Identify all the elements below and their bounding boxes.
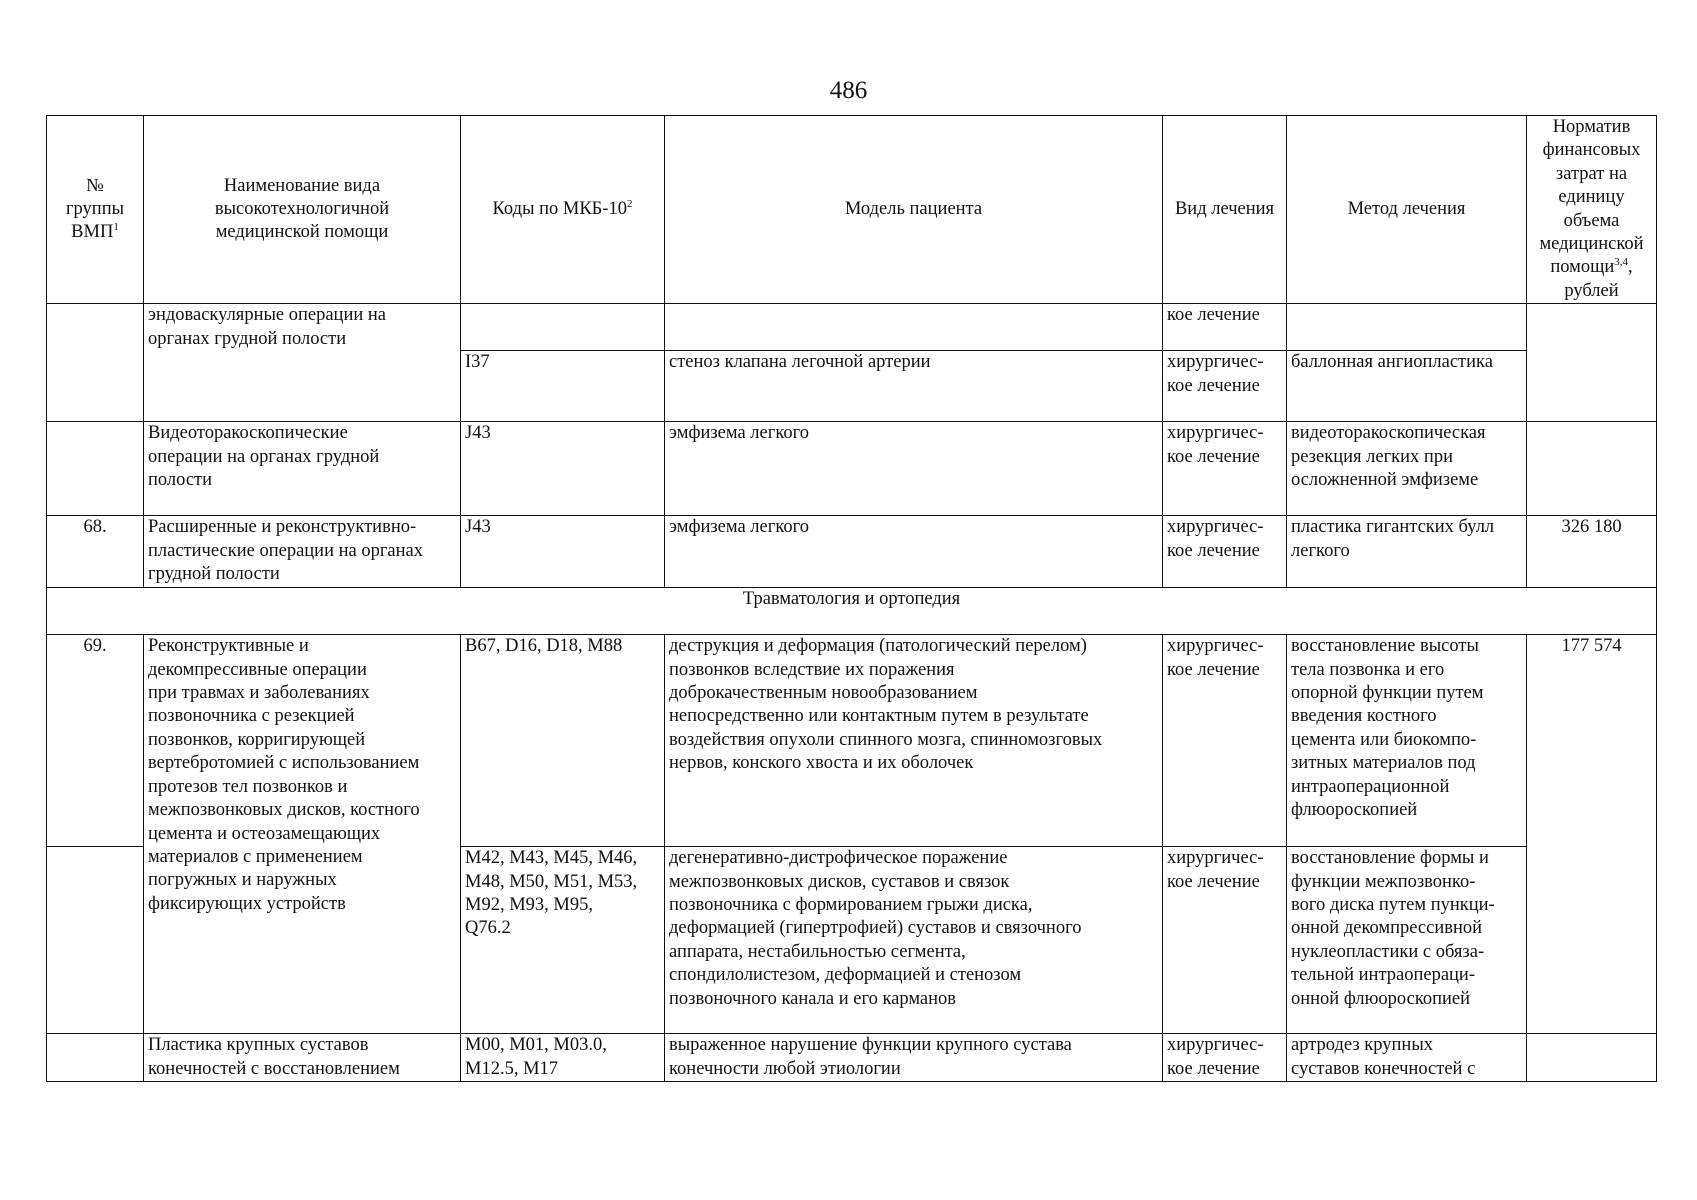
model-cell: деструкция и деформация (патологический перелом) позвонков вследствие их поражения доброкачественным новообразованием непосредственно или контактным путем в результате воздействия опухоли спинного мозга, спинномозговых нервов, конского хвоста и их оболочек bbox=[665, 635, 1163, 847]
codes-cell: M00, M01, M03.0, M12.5, M17 bbox=[461, 1034, 665, 1082]
name-cell: Видеоторакоскопические операции на органах грудной полости bbox=[144, 422, 461, 516]
codes-cell bbox=[461, 304, 665, 351]
header-norm: Норматив финансовых затрат на единицу объема медицинской помощи$^{3,4}$, рублей bbox=[1527, 116, 1657, 304]
model-cell: стеноз клапана легочной артерии bbox=[665, 351, 1163, 422]
model-cell: выраженное нарушение функции крупного сустава конечности любой этиологии bbox=[665, 1034, 1163, 1082]
header-treatment-type: Вид лечения bbox=[1163, 116, 1287, 304]
method-cell: баллонная ангиопластика bbox=[1287, 351, 1527, 422]
codes-cell: B67, D16, D18, M88 bbox=[461, 635, 665, 847]
name-cell: Расширенные и реконструктивно- пластические операции на органах грудной полости bbox=[144, 516, 461, 588]
vmp-table bbox=[46, 115, 1657, 1082]
name-cell: Реконструктивные и декомпрессивные операции при травмах и заболеваниях позвоночника с резекцией позвонков, корригирующей вертебротомией с использованием протезов тел позвонков и межпозвонковых дисков, костного цемента и остеозамещающих материалов с применением погружных и наружных фиксирующих устройств bbox=[144, 635, 461, 1034]
method-cell: видеоторакоскопическая резекция легких при осложненной эмфиземе bbox=[1287, 422, 1527, 516]
table-row bbox=[47, 635, 1657, 847]
section-row bbox=[47, 588, 1657, 635]
group-cell: 68. bbox=[47, 516, 144, 588]
norm-cell bbox=[1527, 1034, 1657, 1082]
header-codes: Коды по МКБ-$10^2$ bbox=[461, 116, 665, 304]
norm-cell: 177 574 bbox=[1527, 635, 1657, 1034]
table-row bbox=[47, 304, 1657, 351]
treatment-type-cell: хирургичес- кое лечение bbox=[1163, 1034, 1287, 1082]
method-cell: восстановление высоты тела позвонка и его опорной функции путем введения костного цемента или биокомпо- зитных материалов под интраоперационной флюороскопией bbox=[1287, 635, 1527, 847]
treatment-type-cell: кое лечение bbox=[1163, 304, 1287, 351]
header-model: Модель пациента bbox=[665, 116, 1163, 304]
name-cell: эндоваскулярные операции на органах грудной полости bbox=[144, 304, 461, 422]
codes-cell: M42, M43, M45, M46, M48, M50, M51, M53, M92, M93, M95, Q76.2 bbox=[461, 847, 665, 1034]
table-row bbox=[47, 516, 1657, 588]
header-method: Метод лечения bbox=[1287, 116, 1527, 304]
header-group-no: № группы ВМП$^1$ bbox=[47, 116, 144, 304]
treatment-type-cell: хирургичес- кое лечение bbox=[1163, 847, 1287, 1034]
method-cell bbox=[1287, 304, 1527, 351]
norm-cell bbox=[1527, 304, 1657, 422]
group-cell bbox=[47, 422, 144, 516]
method-cell: восстановление формы и функции межпозвонко- вого диска путем пункци- онной декомпрессивной нуклеопластики с обяза- тельной интраопераци- онной флюороскопией bbox=[1287, 847, 1527, 1034]
model-cell: эмфизема легкого bbox=[665, 422, 1163, 516]
table-row bbox=[47, 1034, 1657, 1082]
method-cell: артродез крупных суставов конечностей с bbox=[1287, 1034, 1527, 1082]
page-number: 486 bbox=[829, 77, 868, 104]
name-cell: Пластика крупных суставов конечностей с восстановлением bbox=[144, 1034, 461, 1082]
treatment-type-cell: хирургичес- кое лечение bbox=[1163, 351, 1287, 422]
group-cell bbox=[47, 1034, 144, 1082]
method-cell: пластика гигантских булл легкого bbox=[1287, 516, 1527, 588]
group-cell bbox=[47, 304, 144, 422]
model-cell bbox=[665, 304, 1163, 351]
norm-cell: 326 180 bbox=[1527, 516, 1657, 588]
codes-cell: J43 bbox=[461, 516, 665, 588]
table-row bbox=[47, 422, 1657, 516]
model-cell: эмфизема легкого bbox=[665, 516, 1163, 588]
codes-cell: J43 bbox=[461, 422, 665, 516]
group-cell: 69. bbox=[47, 635, 144, 847]
norm-cell bbox=[1527, 422, 1657, 516]
treatment-type-cell: хирургичес- кое лечение bbox=[1163, 422, 1287, 516]
section-title: Травматология и ортопедия bbox=[47, 588, 1657, 635]
treatment-type-cell: хирургичес- кое лечение bbox=[1163, 635, 1287, 847]
treatment-type-cell: хирургичес- кое лечение bbox=[1163, 516, 1287, 588]
model-cell: дегенеративно-дистрофическое поражение межпозвонковых дисков, суставов и связок позвоночника с формированием грыжи диска, деформацией (гипертрофией) суставов и связочного аппарата, нестабильностью сегмента, спондилолистезом, деформацией и стенозом позвоночного канала и его карманов bbox=[665, 847, 1163, 1034]
codes-cell: I37 bbox=[461, 351, 665, 422]
header-name: Наименование вида высокотехнологичной медицинской помощи bbox=[144, 116, 461, 304]
group-cell bbox=[47, 847, 144, 1034]
header-row bbox=[47, 116, 1657, 304]
